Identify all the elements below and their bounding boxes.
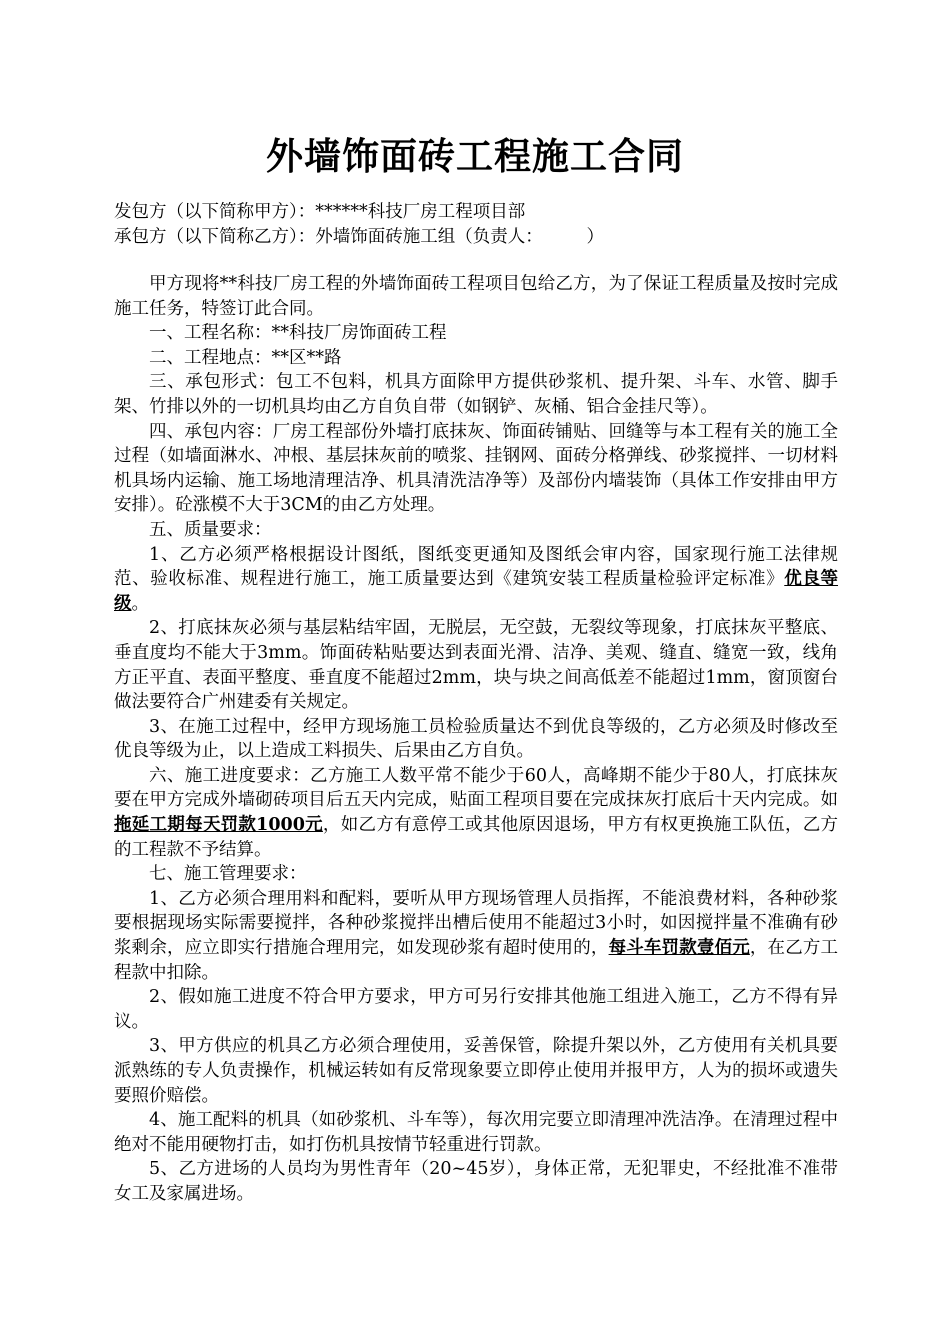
management-item-5: 5、乙方进场的人员均为男性青年（20~45岁），身体正常，无犯罪史，不经批准不准带女工及家属进场。	[114, 1159, 838, 1204]
clause-project-name: 一、工程名称：**科技厂房饰面砖工程	[149, 323, 447, 344]
delay-penalty-emphasis: 拖延工期每天罚款1000元	[114, 815, 323, 836]
quality-item-1	[114, 543, 838, 617]
management-item-3: 3、甲方供应的机具乙方必须合理使用，妥善保管，除提升架以外，乙方使用有关机具要派熟练的专人负责操作，机械运转如有反常现象要立即停止使用并报甲方，人为的损坏或遗失要照价赔偿。	[114, 1036, 838, 1106]
clause-management-heading: 七、施工管理要求：	[149, 864, 307, 885]
cart-penalty-emphasis: 每斗车罚款壹佰元	[608, 938, 750, 959]
quality-grade-emphasis: 优良等级	[114, 569, 839, 614]
management-item-1-text: 1、乙方必须合理用料和配料，要听从甲方现场管理人员指挥，不能浪费材料，各种砂浆要根据现场实际需要搅拌，各种砂浆搅拌出槽后使用不能超过3小时，如因搅拌量不准确有砂浆剩余，应立即实行措施合理用完，如发现砂浆有超时使用的，	[114, 888, 838, 959]
party-a-line: 发包方（以下简称甲方）：******科技厂房工程项目部	[114, 202, 526, 222]
preamble-paragraph: 甲方现将**科技厂房工程的外墙饰面砖工程项目包给乙方，为了保证工程质量及按时完成施工任务，特签订此合同。	[114, 274, 838, 319]
management-item-2: 2、假如施工进度不符合甲方要求，甲方可另行安排其他施工组进入施工，乙方不得有异议。	[114, 987, 838, 1032]
quality-item-1-text: 1、乙方必须严格根据设计图纸，图纸变更通知及图纸会审内容，国家现行施工法律规范、验收标准、规程进行施工，施工质量要达到《建筑安装工程质量检验评定标准》	[114, 544, 838, 590]
clause-contract-form: 三、承包形式：包工不包料，机具方面除甲方提供砂浆机、提升架、斗车、水管、脚手架、竹排以外的一切机具均由乙方自负自带（如钢铲、灰桶、铝合金挂尺等）。	[114, 372, 838, 417]
clause-schedule	[114, 764, 838, 862]
clause-schedule-text: 六、施工进度要求：乙方施工人数平常不能少于60人，高峰期不能少于80人，打底抹灰要在甲方完成外墙砌砖项目后五天内完成，贴面工程项目要在完成抹灰打底后十天内完成。如	[114, 765, 838, 811]
management-item-1-end: ，在乙方工程款中扣除。	[114, 938, 839, 983]
management-item-4: 4、施工配料的机具（如砂浆机、斗车等），每次用完要立即清理冲洗洁净。在清理过程中绝对不能用硬物打击，如打伤机具按情节轻重进行罚款。	[114, 1110, 838, 1155]
contract-body	[114, 272, 838, 1207]
parties-block	[114, 200, 844, 250]
clause-project-location: 二、工程地点：**区**路	[149, 347, 342, 368]
clause-quality-heading: 五、质量要求：	[149, 519, 272, 540]
clause-schedule-end: ，如乙方有意停工或其他原因退场，甲方有权更换施工队伍，乙方的工程款不予结算。	[114, 815, 838, 860]
party-b-line: 承包方（以下简称乙方）：外墙饰面砖施工组（负责人： ）	[114, 227, 604, 247]
quality-item-1-end: 。	[131, 593, 149, 614]
clause-contract-scope: 四、承包内容：厂房工程部份外墙打底抹灰、饰面砖铺贴、回缝等与本工程有关的施工全过程（如墙面淋水、冲根、基层抹灰前的喷浆、挂钢网、面砖分格弹线、砂浆搅拌、一切材料机具场内运输、施工场地清理洁净、机具清洗洁净等）及部份内墙装饰（具体工作安排由甲方安排）。砼涨模不大于3CM的由乙方处理。	[114, 421, 838, 516]
quality-item-2: 2、打底抹灰必须与基层粘结牢固，无脱层，无空鼓，无裂纹等现象，打底抹灰平整底、垂直度均不能大于3mm。饰面砖粘贴要达到表面光滑、洁净、美观、缝直、缝宽一致，线角方正平直、表面平整度、垂直度不能超过2mm，块与块之间高低差不能超过1mm，窗顶窗台做法要符合广州建委有关规定。	[114, 618, 838, 713]
quality-item-3: 3、在施工过程中，经甲方现场施工员检验质量达不到优良等级的，乙方必须及时修改至优良等级为止，以上造成工料损失、后果由乙方自负。	[114, 716, 838, 762]
management-item-1	[114, 887, 838, 985]
document-title: 外墙饰面砖工程施工合同	[266, 134, 684, 178]
